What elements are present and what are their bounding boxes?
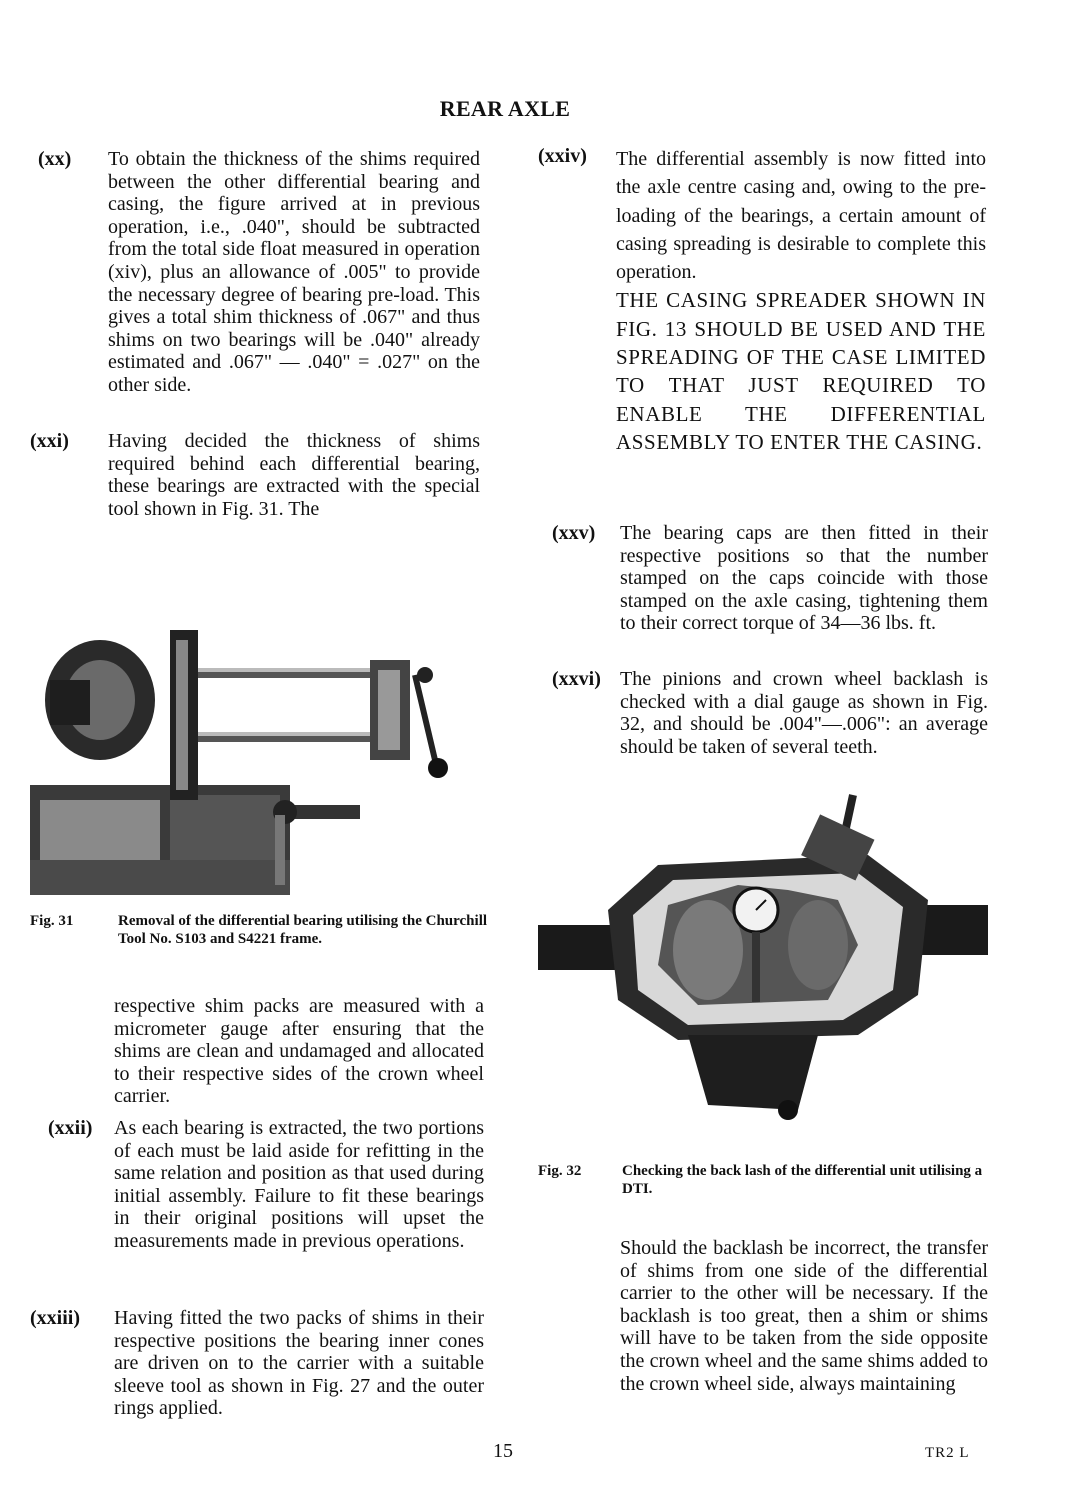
item-number: (xxii): [48, 1117, 93, 1139]
continued-paragraph: respective shim packs are measured with a micrometer gauge after ensuring that the shims are clean and undamaged and allocated to their respective sides of the crown wheel carrier.: [114, 995, 484, 1108]
item-text: The pinions and crown wheel backlash is checked with a dial gauge as shown in Fig. 32, and should be .004"—.006": an average should be taken of several teeth.: [620, 668, 988, 758]
item-xx: [38, 148, 483, 420]
item-xxvi: [552, 668, 988, 763]
item-text: The differential assembly is now fitted into the axle centre casing and, owing to the pre-loading of the bearings, a certain amount of casing spreading is desirable to complete this operation.: [616, 148, 986, 284]
item-text: The bearing caps are then fitted in their respective positions so that the number stamped on the caps coincide with those stamped on the axle casing, tightening them to their correct torque of 34—36 lbs. ft.: [620, 522, 988, 635]
item-number: (xxv): [552, 522, 596, 544]
item-number: (xx): [38, 148, 72, 170]
differential-dial-gauge-illustration: [538, 785, 988, 1130]
item-caps-text: THE CASING SPREADER SHOWN IN FIG. 13 SHOULD BE USED AND THE SPREADING OF THE CASE LIMITED TO THAT JUST REQUIRED TO ENABLE THE DIFFERENTIAL ASSEMBLY TO ENTER THE CASING.: [616, 288, 986, 454]
item-number: (xxi): [30, 430, 69, 452]
caption-text: Checking the back lash of the differential unit utilising a DTI.: [622, 1163, 983, 1197]
item-number: (xxiv): [538, 145, 587, 167]
item-xxv: [552, 522, 988, 662]
figure-31-caption: [30, 912, 490, 972]
item-body: [616, 145, 986, 456]
figure-32-caption: [538, 1162, 988, 1206]
item-text: To obtain the thickness of the shims required between the other differential bearing and casing, the figure arrived at in previous operation, i.e., .040", should be subtracted from the total side float measured in operation (xiv), plus an allowance of .005" to provide the necessary degree of bearing pre-load. This gives a total shim thickness of .067" and thus shims on two bearings will be .040" already estimated and .067" — .040" = .027" on the other side.: [108, 148, 480, 396]
item-text: Having decided the thickness of shims required behind each differential bearing, these bearings are extracted with the special tool shown in Fig. 31. The: [108, 430, 480, 520]
item-xxi: [30, 430, 483, 522]
document-code: TR2 L: [925, 1445, 970, 1461]
figure-label: Fig. 31: [30, 913, 74, 929]
figure-label: Fig. 32: [538, 1163, 582, 1179]
figure-31-photo: [30, 620, 460, 895]
differential-bearing-extraction-illustration: [30, 620, 460, 895]
figure-32-photo: [538, 785, 988, 1130]
closing-paragraph: Should the backlash be incorrect, the transfer of shims from one side of the differential carrier to the other will be necessary. If the backlash is too great, then a shim or shims will have to be taken from the side opposite the crown wheel and the same shims added to the crown wheel side, always maintaining: [620, 1237, 988, 1395]
item-xxiii: [30, 1307, 484, 1422]
page-title: REAR AXLE: [439, 96, 571, 121]
item-xxiv: [538, 145, 988, 515]
caption-text: Removal of the differential bearing utilising the Churchill Tool No. S103 and S4221 frame.: [118, 913, 488, 947]
page-number: 15: [493, 1440, 513, 1462]
item-text: Having fitted the two packs of shims in their respective positions the bearing inner cones are driven on to the carrier with a suitable sleeve tool as shown in Fig. 27 and the outer rings applied.: [114, 1307, 484, 1420]
item-xxii: [48, 1117, 484, 1299]
item-text: As each bearing is extracted, the two portions of each must be laid aside for refitting in the same relation and position as that used during initial assembly. Failure to fit these bearings in their original positions will upset the measurements made in previous operations.: [114, 1117, 484, 1252]
item-number: (xxiii): [30, 1307, 80, 1329]
item-number: (xxvi): [552, 668, 601, 690]
